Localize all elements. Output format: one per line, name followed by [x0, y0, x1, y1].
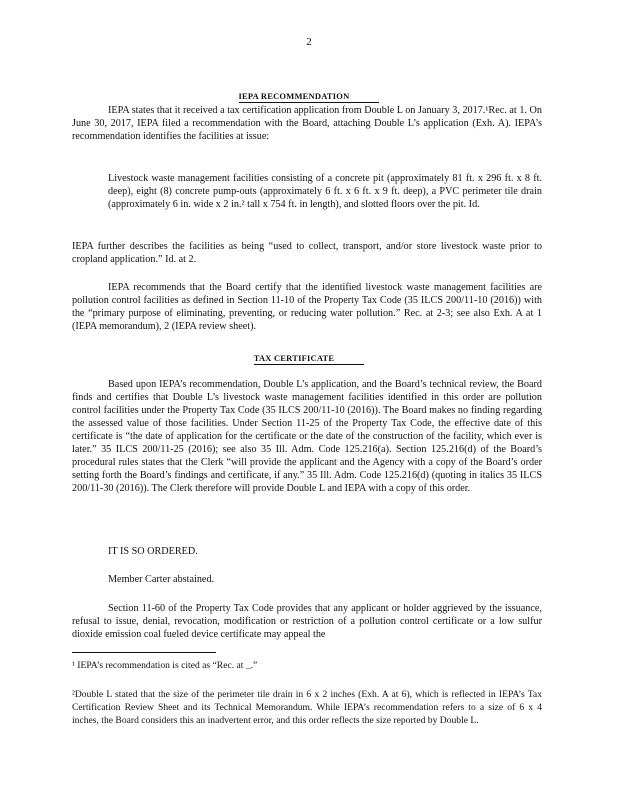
- paragraph-iepa-statement: IEPA states that it received a tax certification application from Double L on January 3, 2017.¹Rec. at 1. On June 30, 2017, IEPA filed a recommendation with the Board, attaching Double L’s application (Exh. A). IEPA’s recommendation identifies the facilities at issue:: [72, 105, 542, 142]
- footnote-2: ²Double L stated that the size of the perimeter tile drain in 6 x 2 inches (Exh. A at 6), which is reflected in IEPA’s Tax Certification Review Sheet and its Technical Memorandum. While IEPA’s recommendation refers to a size of 6 x 4 inches, the Board considers this an inadvertent error, and this order reflects the size reported by Double L.: [72, 689, 542, 726]
- footnote-divider: [72, 652, 216, 653]
- abstain-statement: Member Carter abstained.: [108, 574, 215, 585]
- quoted-facility-description: Livestock waste management facilities consisting of a concrete pit (approximately 81 ft. x 296 ft. x 8 ft. deep), eight (8) concrete pump-outs (approximately 6 ft. x 6 ft. x 9 ft. deep), a PVC perimeter tile drain (approximately 6 in. wide x 2 in.² tall x 754 ft. in length), and slotted floors over the pit. Id.: [108, 173, 542, 210]
- paragraph-facility-use: IEPA further describes the facilities as being “used to collect, transport, and/or store livestock waste prior to cropland application.” Id. at 2.: [72, 241, 542, 265]
- heading-tax-certificate: TAX CERTIFICATE: [0, 352, 618, 365]
- ordered-statement: IT IS SO ORDERED.: [108, 546, 198, 557]
- page-number: 2: [306, 36, 312, 48]
- footnote-1: ¹ IEPA’s recommendation is cited as “Rec. at _.”: [72, 660, 258, 671]
- paragraph-iepa-recommends: IEPA recommends that the Board certify that the identified livestock waste management facilities are pollution control facilities as defined in Section 11-10 of the Property Tax Code (35 ILCS 200/11-10 (2016)) with the “primary purpose of eliminating, preventing, or reducing water pollution.” Rec. at 2-3; see also Exh. A at 1 (IEPA memorandum), 2 (IEPA review sheet).: [72, 282, 542, 332]
- paragraph-appeal: Section 11-60 of the Property Tax Code provides that any applicant or holder aggrieved by the issuance, refusal to issue, denial, revocation, modification or restriction of a pollution control certificate or a low sulfur dioxide emission coal fueled device certificate may appeal the: [72, 603, 542, 640]
- heading-iepa-recommendation: IEPA RECOMMENDATION: [0, 90, 618, 103]
- paragraph-board-finding: Based upon IEPA’s recommendation, Double L’s application, and the Board’s technical review, the Board finds and certifies that Double L’s livestock waste management facilities identified in this order are pollution control facilities under the Property Tax Code (35 ILCS 200/11-10 (2016)). The Board makes no finding regarding the assessed value of those facilities. Under Section 11-25 of the Property Tax Code, the effective date of this certificate is “the date of application for the certificate or the date of the construction of the facility, which ever is later.” 35 ILCS 200/11-25 (2016); see also 35 Ill. Adm. Code 125.216(a). Section 125.216(d) of the Board’s procedural rules states that the Clerk “will provide the applicant and the Agency with a copy of the Board’s order setting forth the Board’s findings and certificate, if any.” 35 Ill. Adm. Code 125.216(d) (quoting in italics 35 ILCS 200/11-30 (2016)). The Clerk therefore will provide Double L and IEPA with a copy of this order.: [72, 379, 542, 494]
